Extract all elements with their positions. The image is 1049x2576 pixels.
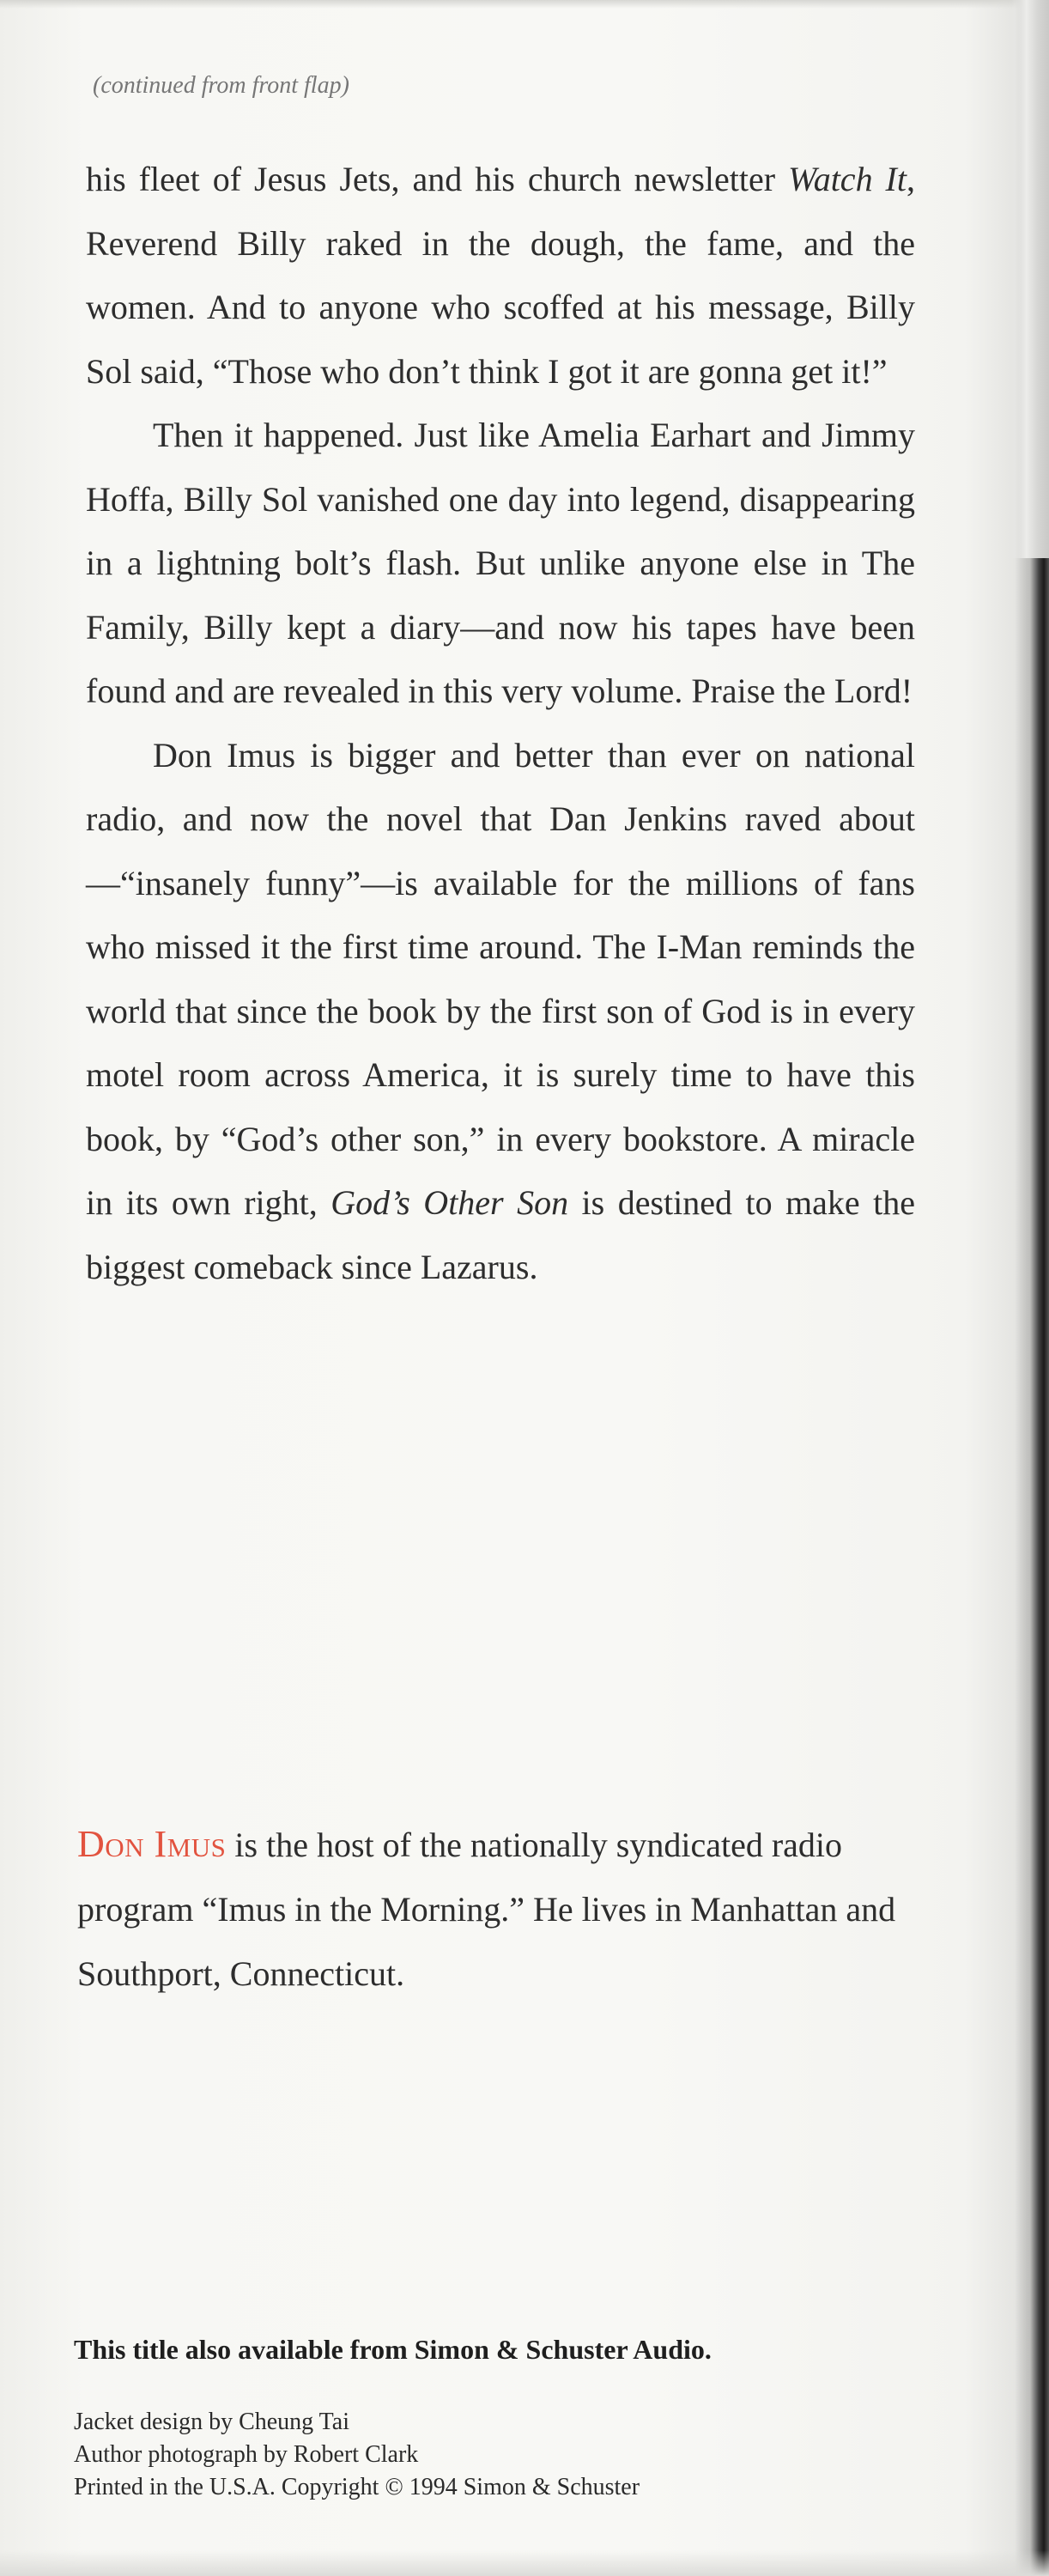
paragraph-1-text-a: his fleet of Jesus Jets, and his church newsletter xyxy=(86,160,789,198)
paragraph-1-text-b: , Reverend Billy raked in the dough, the fame, and the women. And to anyone who scoffed at his message, Billy Sol said, “Those who don’t think I got it are gonna get it!” xyxy=(86,160,915,391)
flap-copy xyxy=(86,148,915,1299)
book-title: God’s Other Son xyxy=(330,1183,569,1222)
bottom-edge-shadow xyxy=(0,2550,1049,2576)
author-bio xyxy=(77,1812,914,2006)
copyright-line: Printed in the U.S.A. Copyright © 1994 Simon & Schuster xyxy=(74,2474,640,2500)
newsletter-title: Watch It xyxy=(788,160,907,198)
flap-paragraph-2: Then it happened. Just like Amelia Earhart and Jimmy Hoffa, Billy Sol vanished one day into legend, disappearing in a lightning bolt’s flash. But unlike anyone else in The Family, Billy kept a diary—and now his tapes have been found and are revealed in this very volume. Praise the Lord! xyxy=(86,416,915,710)
audio-availability-note: This title also available from Simon & Schuster Audio. xyxy=(74,2334,712,2365)
author-name: Don Imus xyxy=(77,1823,227,1865)
credits-block xyxy=(74,2406,640,2504)
paragraph-3-text-b: is destined to make the biggest comeback since Lazarus. xyxy=(86,1183,916,1286)
flap-paragraph-3 xyxy=(86,724,915,1300)
top-edge-shadow xyxy=(0,0,1049,9)
paragraph-3-text-a: Don Imus is bigger and better than ever on national radio, and now the novel that Dan Jenkins raved about—“insanely funny”—is available for the millions of fans who missed it the first time around. The I-Man reminds the world that since the book by the first son of God is in every motel room across America, it is surely time to have this book, by “God’s other son,” in every bookstore. A miracle in its own right, xyxy=(86,735,915,1222)
author-photo-credit: Author photograph by Robert Clark xyxy=(74,2441,419,2468)
continued-note: (continued from front flap) xyxy=(93,72,349,99)
jacket-design-credit: Jacket design by Cheung Tai xyxy=(74,2409,350,2435)
jacket-fold-highlight xyxy=(1011,0,1049,558)
author-bio-text: is the host of the nationally syndicated radio program “Imus in the Morning.” He lives in Manhattan and Southport, Connecticut. xyxy=(77,1826,896,1993)
flap-paragraph-1 xyxy=(86,148,915,404)
